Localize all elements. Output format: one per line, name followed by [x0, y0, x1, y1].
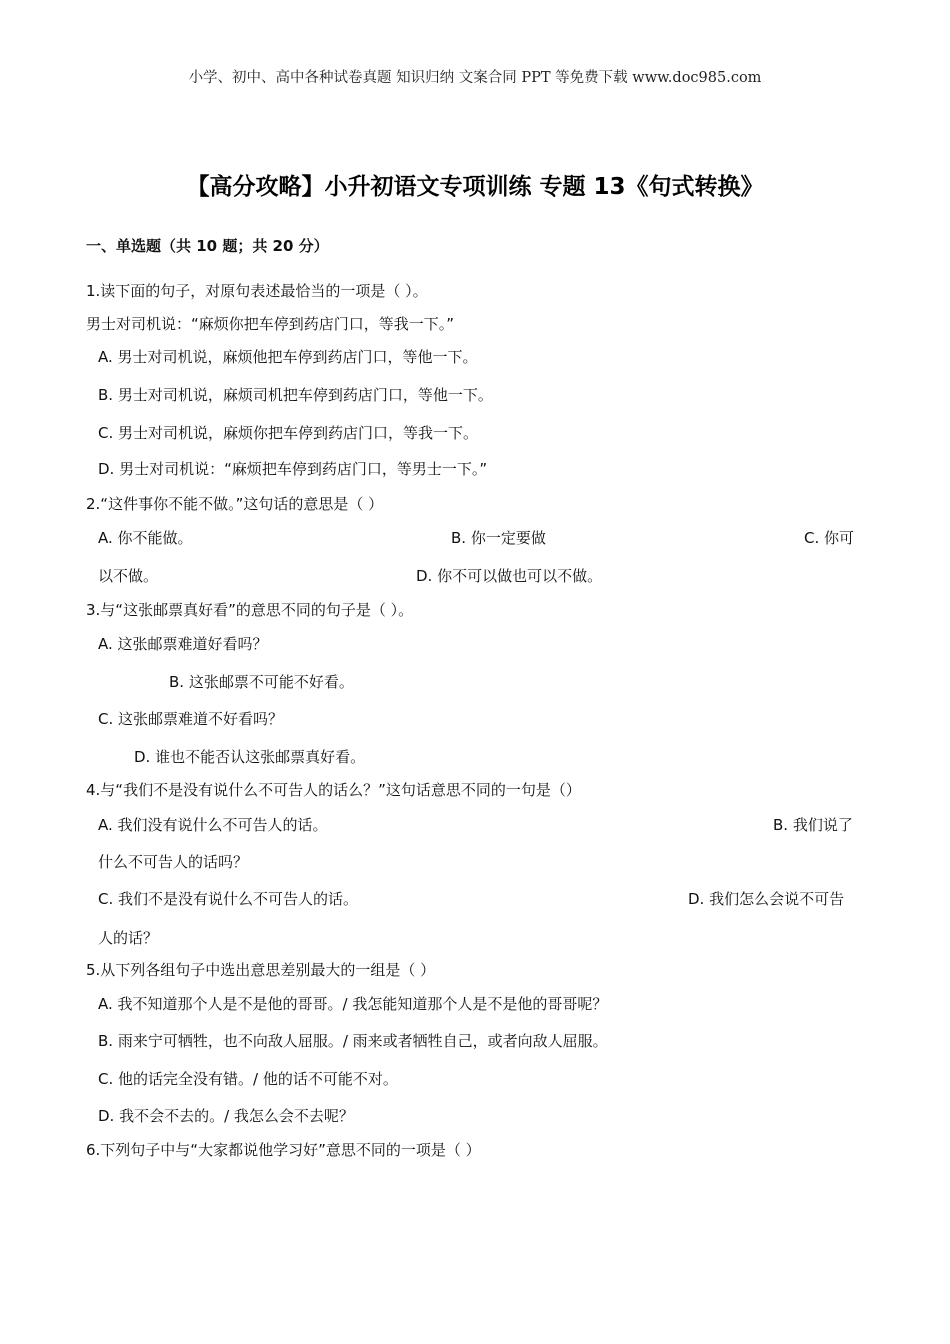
option-d: D. 我不会不去的。/ 我怎么会不去呢？ — [98, 1107, 354, 1125]
option-d-continued: 人的话？ — [98, 929, 159, 947]
question-stem: 3.与“这张邮票真好看”的意思不同的句子是（ ）。 — [86, 601, 414, 619]
question-subtext: 男士对司机说：“麻烦你把车停到药店门口，等我一下。” — [86, 315, 455, 333]
option-a: A. 我不知道那个人是不是他的哥哥。/ 我怎能知道那个人是不是他的哥哥呢？ — [98, 995, 608, 1013]
question-stem: 2.“这件事你不能不做。”这句话的意思是（ ） — [86, 495, 384, 513]
question-stem: 6.下列句子中与“大家都说他学习好”意思不同的一项是（ ） — [86, 1141, 481, 1159]
option-c-continued: 以不做。 — [98, 567, 159, 585]
option-b: B. 我们说了 — [773, 816, 853, 834]
option-c: C. 男士对司机说，麻烦你把车停到药店门口，等我一下。 — [98, 424, 479, 442]
page-header: 小学、初中、高中各种试卷真题 知识归纳 文案合同 PPT 等免费下载 www.doc985.com — [188, 70, 762, 86]
option-b: B. 雨来宁可牺牲，也不向敌人屈服。/ 雨来或者牺牲自己，或者向敌人屈服。 — [98, 1032, 608, 1050]
section-heading: 一、单选题（共 10 题；共 20 分） — [86, 237, 329, 255]
question-stem: 1.读下面的句子，对原句表述最恰当的一项是（ ）。 — [86, 282, 428, 300]
option-b: B. 你一定要做 — [451, 529, 546, 547]
option-b: B. 男士对司机说，麻烦司机把车停到药店门口，等他一下。 — [98, 386, 493, 404]
question-stem: 5.从下列各组句子中选出意思差别最大的一组是（ ） — [86, 961, 436, 979]
option-b: B. 这张邮票不可能不好看。 — [169, 673, 354, 691]
option-c: C. 我们不是没有说什么不可告人的话。 — [98, 890, 359, 908]
option-d: D. 谁也不能否认这张邮票真好看。 — [134, 748, 366, 766]
option-c: C. 你可 — [804, 529, 855, 547]
document-title: 【高分攻略】小升初语文专项训练 专题 13《句式转换》 — [186, 174, 764, 200]
option-d: D. 你不可以做也可以不做。 — [416, 567, 603, 585]
question-stem: 4.与“我们不是没有说什么不可告人的话么？”这句话意思不同的一句是（） — [86, 781, 581, 799]
option-a: A. 男士对司机说，麻烦他把车停到药店门口，等他一下。 — [98, 348, 478, 366]
option-d: D. 我们怎么会说不可告 — [688, 890, 845, 908]
option-a: A. 你不能做。 — [98, 529, 193, 547]
option-a: A. 我们没有说什么不可告人的话。 — [98, 816, 328, 834]
option-c: C. 他的话完全没有错。/ 他的话不可能不对。 — [98, 1070, 398, 1088]
option-d: D. 男士对司机说：“麻烦把车停到药店门口，等男士一下。” — [98, 460, 488, 478]
option-a: A. 这张邮票难道好看吗？ — [98, 635, 268, 653]
option-b-continued: 什么不可告人的话吗？ — [98, 853, 249, 871]
option-c: C. 这张邮票难道不好看吗？ — [98, 710, 284, 728]
